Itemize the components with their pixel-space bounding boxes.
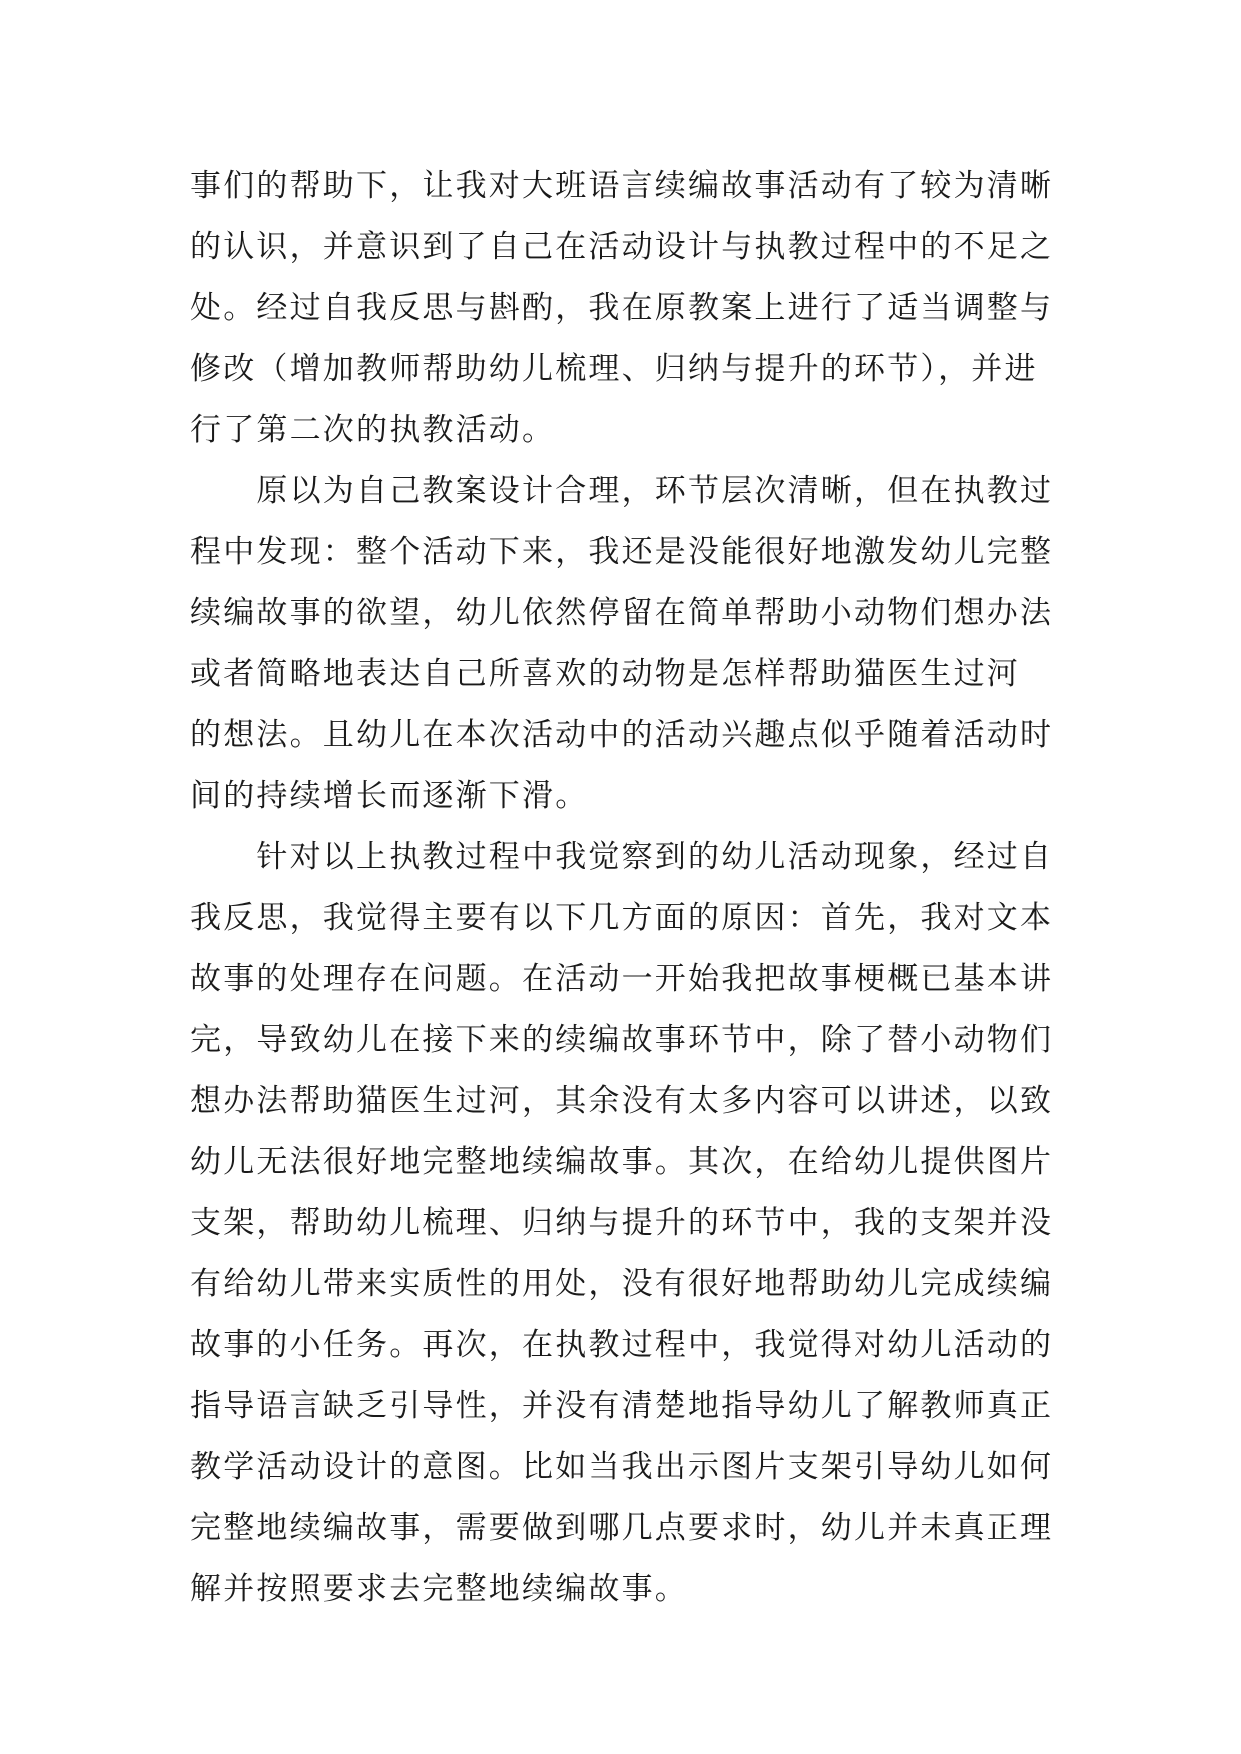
text-line: 的认识，并意识到了自己在活动设计与执教过程中的不足之 — [190, 229, 1054, 265]
text-line: 故事的小任务。再次，在执教过程中，我觉得对幼儿活动的 — [190, 1327, 1054, 1363]
text-line: 或者简略地表达自己所喜欢的动物是怎样帮助猫医生过河 — [190, 656, 1020, 692]
text-line: 行了第二次的执教活动。 — [190, 412, 556, 448]
text-line: 故事的处理存在问题。在活动一开始我把故事梗概已基本讲 — [190, 961, 1054, 997]
text-line: 指导语言缺乏引导性，并没有清楚地指导幼儿了解教师真正 — [190, 1388, 1054, 1424]
text-line: 有给幼儿带来实质性的用处，没有很好地帮助幼儿完成续编 — [190, 1266, 1054, 1302]
text-line: 事们的帮助下，让我对大班语言续编故事活动有了较为清晰 — [190, 168, 1054, 204]
text-line: 想办法帮助猫医生过河，其余没有太多内容可以讲述，以致 — [190, 1083, 1054, 1119]
text-line: 针对以上执教过程中我觉察到的幼儿活动现象，经过自 — [190, 839, 1054, 875]
text-line: 修改（增加教师帮助幼儿梳理、归纳与提升的环节），并进 — [190, 351, 1038, 387]
text-line: 幼儿无法很好地完整地续编故事。其次，在给幼儿提供图片 — [190, 1144, 1054, 1180]
text-line: 教学活动设计的意图。比如当我出示图片支架引导幼儿如何 — [190, 1449, 1054, 1485]
text-line: 解并按照要求去完整地续编故事。 — [190, 1571, 688, 1607]
text-line: 程中发现：整个活动下来，我还是没能很好地激发幼儿完整 — [190, 534, 1054, 570]
text-line: 原以为自己教案设计合理，环节层次清晰，但在执教过 — [190, 473, 1054, 509]
body-text — [190, 156, 1060, 1620]
text-line: 续编故事的欲望，幼儿依然停留在简单帮助小动物们想办法 — [190, 595, 1054, 631]
text-line: 完，导致幼儿在接下来的续编故事环节中，除了替小动物们 — [190, 1022, 1054, 1058]
text-line: 间的持续增长而逐渐下滑。 — [190, 778, 589, 814]
text-line: 的想法。且幼儿在本次活动中的活动兴趣点似乎随着活动时 — [190, 717, 1054, 753]
text-line: 支架，帮助幼儿梳理、归纳与提升的环节中，我的支架并没 — [190, 1205, 1054, 1241]
text-line: 处。经过自我反思与斟酌，我在原教案上进行了适当调整与 — [190, 290, 1054, 326]
text-line: 完整地续编故事，需要做到哪几点要求时，幼儿并未真正理 — [190, 1510, 1054, 1546]
text-line: 我反思，我觉得主要有以下几方面的原因：首先，我对文本 — [190, 900, 1054, 936]
